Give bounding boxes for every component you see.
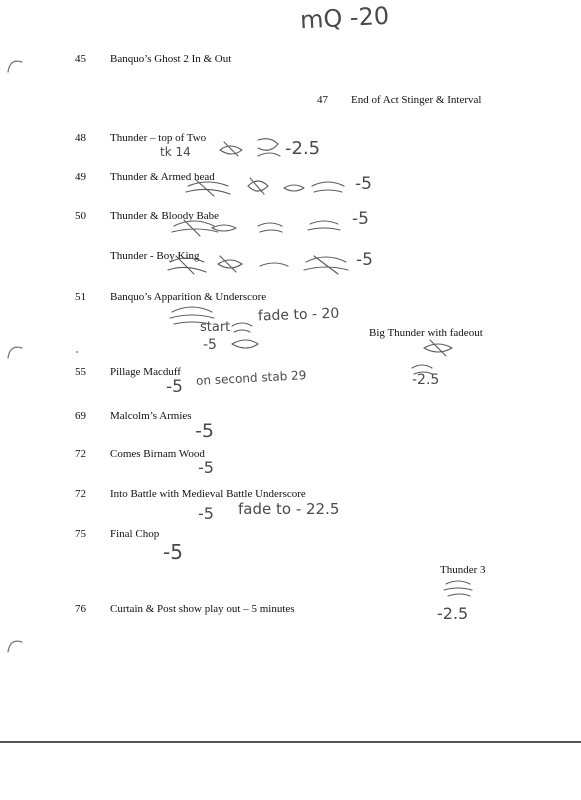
handwritten-note: on second stab 29: [195, 368, 307, 388]
cue-number: 49: [75, 171, 86, 183]
cue-title: Pillage Macduff: [110, 366, 181, 378]
handwritten-level: -5: [166, 377, 183, 397]
handwritten-note: start: [200, 320, 231, 335]
cue-title: Thunder & Armed head: [110, 171, 215, 183]
scribble: [260, 263, 288, 266]
handwritten-level: -2.5: [437, 604, 469, 623]
cue-title: Final Chop: [110, 528, 160, 540]
scribble: [218, 256, 242, 272]
handwritten-level: -5: [203, 337, 217, 353]
page-bottom-rule: [0, 741, 581, 743]
cue-number: 45: [75, 53, 86, 65]
cue-title: Thunder & Bloody Babe: [110, 210, 220, 222]
scribble: [424, 340, 452, 356]
scribble: [248, 178, 268, 194]
scribble: [220, 142, 242, 156]
stray-dot: [76, 351, 78, 353]
handwritten-level: -5: [356, 250, 373, 270]
scribble: [212, 225, 236, 231]
scribble: [284, 185, 304, 191]
cue-title: Thunder - Boy King: [110, 250, 200, 262]
binder-hole-mark-top: [8, 61, 22, 72]
scribble: [444, 581, 472, 596]
cue-number: 48: [75, 132, 86, 144]
cue-title: Comes Birnam Wood: [110, 448, 205, 460]
handwritten-level: -5: [355, 174, 372, 194]
cue-title: Thunder 3: [440, 564, 486, 576]
handwritten-level: -5: [198, 458, 214, 477]
header-handwritten-note: mQ -20: [299, 1, 390, 35]
cue-title: Banquo’s Ghost 2 In & Out: [110, 53, 232, 65]
cue-number: 47: [317, 94, 328, 106]
handwritten-level: -5: [198, 504, 214, 523]
cue-title: Into Battle with Medieval Battle Underscore: [110, 488, 306, 500]
cue-number: 75: [75, 528, 86, 540]
handwritten-level: -5: [195, 420, 214, 442]
cue-number: 72: [75, 448, 86, 460]
cue-title: Curtain & Post show play out – 5 minutes: [110, 603, 295, 615]
scribble: [304, 256, 348, 274]
scribble: [308, 221, 340, 230]
handwritten-note: fade to - 22.5: [238, 500, 340, 518]
cue-title: Thunder – top of Two: [110, 132, 207, 144]
scribble: [258, 139, 280, 156]
cue-number: 55: [75, 366, 86, 378]
scribble: [232, 340, 258, 348]
cue-number: 51: [75, 291, 86, 303]
cue-number: 50: [75, 210, 86, 222]
scribble: [258, 223, 282, 232]
scribble: [232, 323, 252, 332]
handwritten-level: -5: [352, 209, 369, 229]
cue-title: Malcolm’s Armies: [110, 410, 192, 422]
binder-hole-mark-middle: [8, 347, 22, 358]
handwritten-level: -2.5: [412, 372, 440, 388]
cue-number: 72: [75, 488, 86, 500]
handwritten-level: tk 14: [160, 145, 191, 159]
handwritten-level: -5: [163, 540, 183, 564]
cue-title: End of Act Stinger & Interval: [351, 94, 482, 106]
cue-number: 69: [75, 410, 86, 422]
cue-title: Banquo’s Apparition & Underscore: [110, 291, 267, 303]
scribble: [172, 220, 218, 236]
cue-title: Big Thunder with fadeout: [369, 327, 483, 339]
cue-number: 76: [75, 603, 86, 615]
handwritten-level: -2.5: [285, 138, 321, 159]
binder-hole-mark-bottom: [8, 641, 22, 652]
handwritten-note: fade to - 20: [257, 305, 340, 325]
scribble: [312, 182, 344, 192]
